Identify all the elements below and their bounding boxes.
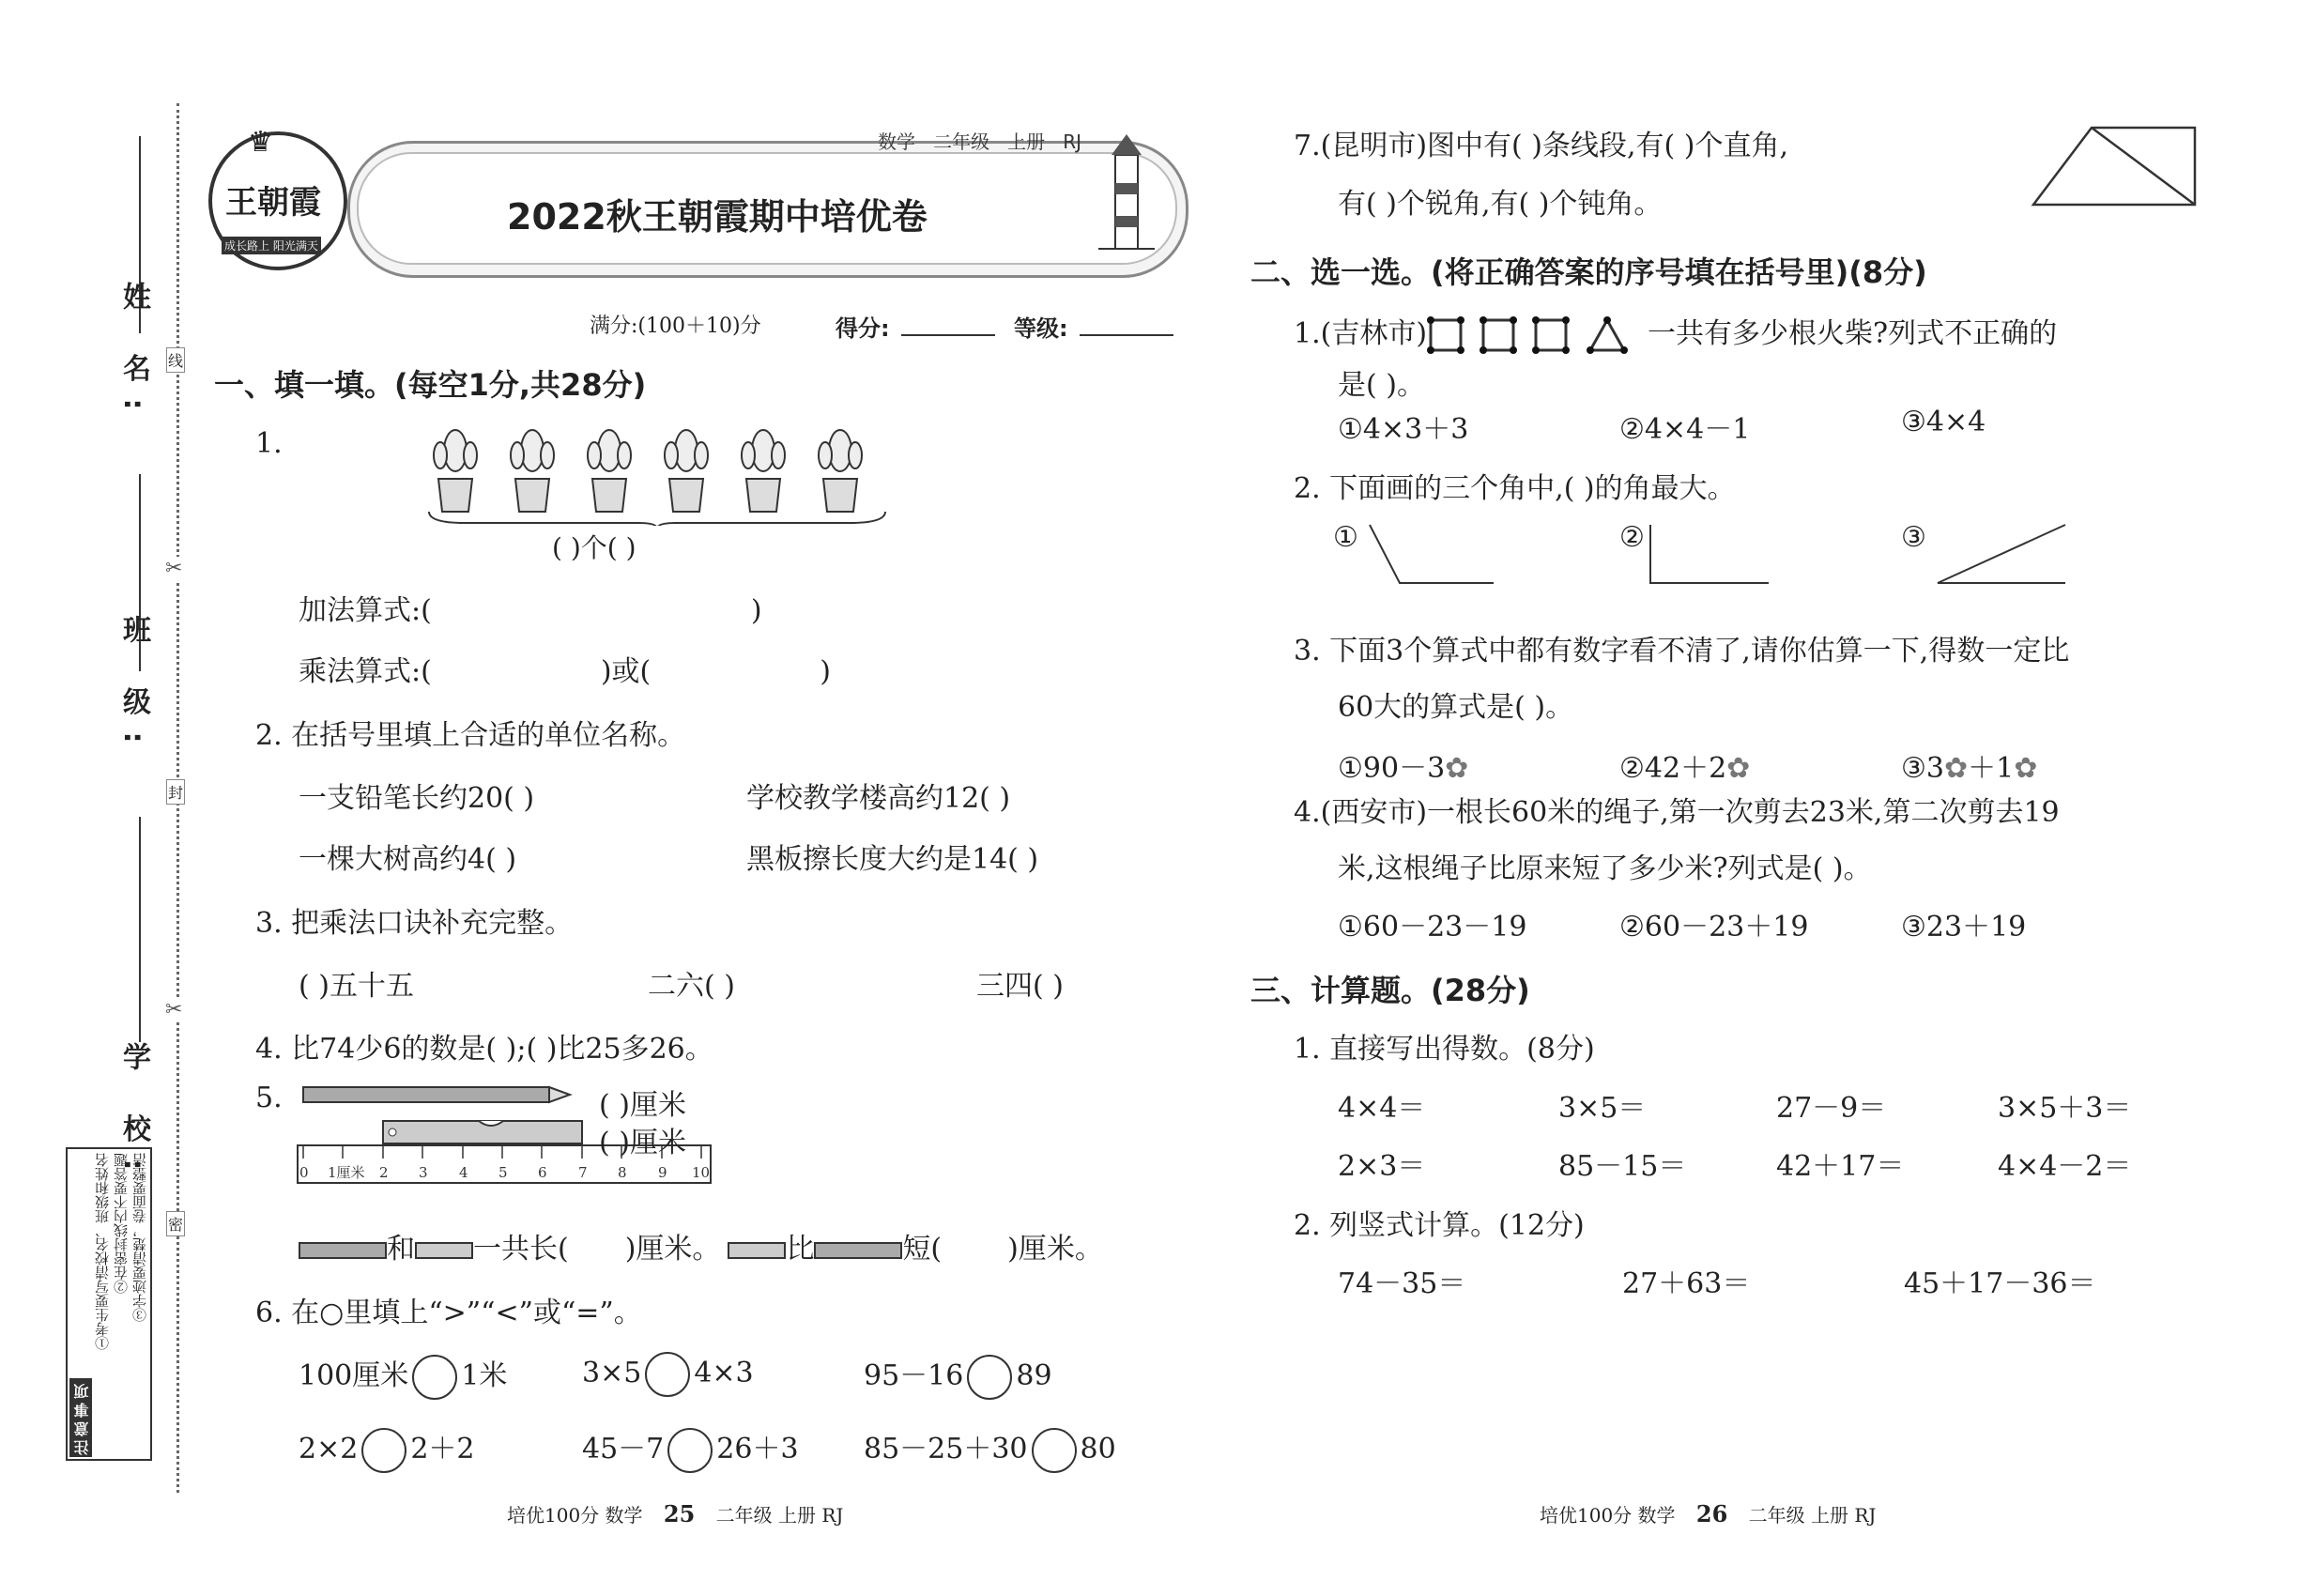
q6-compare-6 [864,1425,1116,1473]
q6-right: 1米 [461,1359,508,1392]
smudge-flower-icon: ✿ [2014,752,2038,785]
note-2: ②在密封线内不要答题 [113,1153,130,1294]
s2-q3-option-2-text: ②42＋2 [1619,752,1727,785]
q5-total-label: 一共长( [473,1233,569,1266]
svg-text:7: 7 [578,1164,588,1181]
q5-pencil-length: ( )厘米 [599,1089,686,1122]
smudge-flower-icon: ✿ [1943,752,1969,785]
crown-icon: ♛ [248,126,273,159]
school-label: 学 校: [117,1042,150,1188]
s3-q1-item: 3×5＋3＝ [1998,1092,2132,1125]
svg-text:6: 6 [538,1164,547,1181]
q6-right: 80 [1080,1433,1116,1466]
pencil-icon [299,1242,387,1259]
q5-number: 5. [255,1082,283,1114]
s3-q2-text: 2. 列竖式计算。(12分) [1294,1209,1585,1242]
s3-q2-item: 74－35＝ [1338,1267,1466,1300]
s3-q1-item: 2×3＝ [1338,1150,1426,1183]
score-field[interactable] [901,334,995,336]
compare-circle[interactable] [667,1428,713,1473]
q5-diff-unit: )厘米。 [1007,1233,1103,1266]
compare-circle[interactable] [645,1352,690,1397]
q2-item-4: 黑板擦长度大约是14( ) [746,843,1039,876]
notes-title: 注意事项 [69,1378,92,1457]
svg-text:2: 2 [379,1164,389,1181]
q1-groups-text: ( )个( ) [552,532,636,563]
cactus-pots-illustration [427,418,887,526]
q6-left: 100厘米 [299,1359,409,1392]
q6-compare-1 [299,1352,507,1400]
compare-circle[interactable] [361,1428,406,1473]
q6-right: 26＋3 [716,1433,799,1466]
q2-item-3: 一棵大树高约4( ) [299,843,517,876]
s2-q1-line2: 是( )。 [1338,369,1425,402]
name-label: 姓 名: [117,282,150,427]
class-label: 班 级: [117,615,150,760]
q6-left: 85－25＋30 [864,1433,1028,1466]
q6-compare-4 [299,1425,475,1473]
q1-mul-row [299,648,831,689]
q1-add-label: 加法算式:( [299,594,432,627]
s2-q3-option-1[interactable] [1338,744,1468,786]
eraser-icon [728,1242,786,1259]
footer-left-suffix: 二年级 上册 RJ [715,1504,844,1527]
scissors-icon: ✂ [165,557,183,580]
q6-text: 6. 在○里填上“>”“<”或“=”。 [255,1297,642,1329]
s2-q1-suffix: 一共有多少根火柴?列式不正确的 [1648,317,2058,350]
q6-compare-5 [582,1425,799,1473]
note-3: ③字迹要清楚，卷面要整洁 [131,1153,148,1322]
meta-edition: RJ [1063,130,1082,153]
meta-subject: 数学 [878,130,915,153]
q5-compare-row [299,1225,1103,1266]
pencil-icon [814,1242,902,1259]
s3-q2-item: 45＋17－36＝ [1904,1267,2096,1300]
footer-left-page-number: 25 [663,1500,696,1527]
angle-2-figure [1641,521,1772,587]
q1-add-row [299,587,762,628]
svg-text:5: 5 [498,1164,508,1181]
s3-q1-item: 42＋17＝ [1776,1150,1905,1183]
cut-char-1: 线 [166,347,185,373]
q6-left: 95－16 [864,1359,964,1392]
s2-q1-row [1294,310,2057,354]
svg-text:4: 4 [459,1164,468,1181]
q6-left: 2×2 [299,1433,359,1466]
s3-q1-text: 1. 直接写出得数。(8分) [1294,1033,1595,1066]
s2-q1-prefix: 1.(吉林市) [1294,317,1428,350]
meta-grade: 二年级 [933,130,990,153]
q6-right: 89 [1016,1359,1052,1392]
q1-mul-or: )或( [600,655,652,688]
q6-right: 4×3 [694,1357,754,1389]
score-full: 满分:(100＋10)分 [590,315,761,338]
section3-heading: 三、计算题。(28分) [1250,973,1530,1008]
q7-text-1: 7.(昆明市)图中有( )条线段,有( )个直角, [1294,130,1788,162]
q3-text: 3. 把乘法口诀补充完整。 [255,907,574,940]
s3-q1-item: 27－9＝ [1776,1092,1887,1125]
q6-right: 2＋2 [410,1433,475,1466]
angle-3-figure [1934,521,2070,587]
brand-logo [208,126,347,270]
q5-total-unit: )厘米。 [624,1233,721,1266]
s2-q2-text: 2. 下面画的三个角中,( )的角最大。 [1294,472,1736,505]
footer-right-page-number: 26 [1695,1500,1728,1527]
q6-compare-3 [864,1352,1052,1400]
footer-right-prefix: 培优100分 数学 [1540,1504,1676,1527]
binding-margin [0,0,188,1596]
page-title: 2022秋王朝霞期中培优卷 [507,196,928,238]
q5-than: 比 [786,1233,815,1266]
s2-q3-option-3-text: ③3 [1901,752,1944,785]
footer-right-suffix: 二年级 上册 RJ [1748,1504,1877,1527]
s2-q2-label-3: ③ [1901,521,1926,554]
scissors-icon: ✂ [165,998,183,1021]
grade-label: 等级: [1014,315,1068,342]
q6-left: 45－7 [582,1433,665,1466]
s2-q3-option-3-tail: ＋1 [1968,752,2015,785]
compare-circle[interactable] [412,1355,457,1400]
s2-q3-option-3[interactable] [1901,744,2037,786]
trapezoid-figure [2028,122,2201,211]
svg-text:10: 10 [692,1164,711,1181]
q5-and: 和 [387,1233,415,1266]
q4-text: 4. 比74少6的数是( );( )比25多26。 [255,1033,713,1066]
q5-shorter-label: 短( [902,1233,943,1266]
q6-compare-2 [582,1352,754,1397]
svg-text:3: 3 [419,1164,428,1181]
s3-q1-item: 4×4－2＝ [1998,1150,2132,1183]
brand-name: 王朝霞 [225,184,321,222]
footer-right [1540,1500,1876,1527]
q2-text: 2. 在括号里填上合适的单位名称。 [255,719,686,752]
section2-heading: 二、选一选。(将正确答案的序号填在括号里)(8分) [1250,254,1927,290]
q3-item-2: 二六( ) [648,970,735,1003]
q6-left: 3×5 [582,1357,642,1389]
angle-1-figure [1366,521,1497,587]
s3-q2-item: 27＋63＝ [1622,1267,1751,1300]
q7-text-2: 有( )个锐角,有( )个钝角。 [1338,188,1663,221]
meta-volume: 上册 [1007,130,1046,153]
q1-mul-close: ) [820,655,831,688]
school-underline [139,817,141,1042]
q2-item-2: 学校教学楼高约12( ) [746,782,1011,815]
footer-left [507,1500,843,1527]
s2-q2-label-1: ① [1333,521,1358,554]
matchstick-figure [1427,316,1648,354]
smudge-flower-icon: ✿ [1726,752,1751,785]
eraser-icon [415,1242,473,1259]
s2-q3-option-1-text: ①90－3 [1338,752,1446,785]
lighthouse-icon [1080,127,1173,258]
s2-q3-text-2: 60大的算式是( )。 [1338,691,1574,724]
smudge-flower-icon: ✿ [1445,752,1469,785]
grade-field[interactable] [1080,334,1173,336]
s3-q1-item: 3×5＝ [1558,1092,1647,1125]
s2-q4-text-1: 4.(西安市)一根长60米的绳子,第一次剪去23米,第二次剪去19 [1294,796,2060,829]
section1-heading: 一、填一填。(每空1分,共28分) [214,367,647,403]
header-meta [878,127,1081,154]
compare-circle[interactable] [967,1355,1012,1400]
svg-text:8: 8 [618,1164,627,1181]
s2-q1-option-1[interactable]: ①4×3＋3 [1338,413,1469,446]
s2-q4-option-1[interactable]: ①60－23－19 [1338,911,1527,944]
notes-box [66,1147,152,1461]
s3-q1-item: 4×4＝ [1338,1092,1426,1125]
s2-q4-option-3[interactable]: ③23＋19 [1901,911,2027,944]
q1-mul-label: 乘法算式:( [299,655,432,688]
svg-text:0: 0 [299,1164,309,1181]
cut-char-3: 密 [166,1211,185,1236]
s3-q1-item: 85－15＝ [1558,1150,1687,1183]
s2-q3-text-1: 3. 下面3个算式中都有数字看不清了,请你估算一下,得数一定比 [1294,635,2070,668]
q1-number: 1. [255,427,283,460]
svg-text:1厘米: 1厘米 [328,1164,365,1181]
s2-q3-option-2[interactable] [1619,744,1750,786]
note-1: ①考生要写清校名、班级和姓名 [94,1153,111,1350]
brand-slogan: 成长路上 阳光满天 [222,237,321,254]
s2-q4-option-2[interactable]: ②60－23＋19 [1619,911,1809,944]
footer-left-prefix: 培优100分 数学 [507,1504,643,1527]
compare-circle[interactable] [1032,1428,1077,1473]
s2-q2-label-2: ② [1619,521,1645,554]
q3-item-3: 三四( ) [976,970,1064,1003]
s2-q4-text-2: 米,这根绳子比原来短了多少米?列式是( )。 [1338,852,1872,885]
q3-item-1: ( )五十五 [299,970,414,1003]
q2-item-1: 一支铅笔长约20( ) [299,782,535,815]
score-label: 得分: [836,315,890,342]
q5-eraser-length: ( )厘米 [599,1127,686,1159]
s2-q1-option-2[interactable]: ②4×4－1 [1619,413,1751,446]
q1-add-close: ) [750,594,762,627]
svg-text:9: 9 [658,1164,667,1181]
s2-q1-option-3[interactable]: ③4×4 [1901,406,1986,438]
cut-char-2: 封 [166,779,185,805]
